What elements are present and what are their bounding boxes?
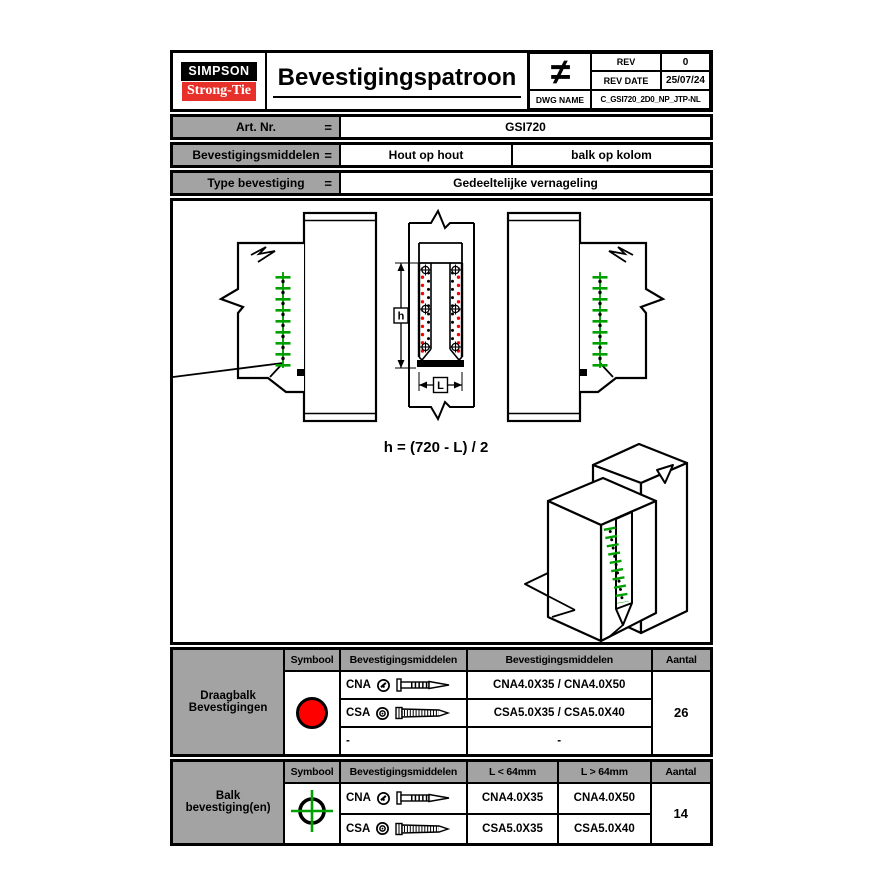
table1-row-csa: CSA: [341, 706, 466, 721]
rev-label: REV: [591, 53, 661, 71]
dwg-name-label: DWG NAME: [529, 90, 591, 109]
bevestiging-value-1: Hout op hout: [341, 145, 513, 165]
table2-row-csa: CSA: [341, 821, 466, 836]
cna-nail-icon: [396, 678, 452, 692]
table1-row-cna: CNA: [341, 678, 466, 693]
bevestiging-value-2: balk op kolom: [571, 148, 652, 162]
table2-csa-long: CSA5.0X40: [558, 814, 650, 845]
equals-sign: =: [324, 175, 332, 191]
cna-nail-icon: [396, 791, 452, 805]
title-block: [170, 50, 713, 112]
table1-header-fastener: Bevestigingsmiddelen: [340, 649, 467, 672]
artnr-label-cell: [173, 117, 341, 137]
table2-count: 14: [651, 783, 712, 845]
dimension-l: [419, 372, 462, 393]
table2-cna-short: CNA4.0X35: [467, 783, 558, 814]
csa-screw-icon: [395, 706, 451, 720]
red-circle-symbol: [296, 697, 328, 729]
dimension-h: [394, 263, 418, 368]
drawing-sheet: [170, 50, 713, 846]
table1-header-symbool: Symbool: [284, 649, 340, 672]
table2-row-label: Balk bevestiging(en): [172, 760, 285, 845]
svg-text:h: h: [397, 310, 405, 323]
type-bevestiging-label-cell: [173, 173, 341, 193]
svg-text:L: L: [437, 380, 444, 392]
bevestigingsmiddelen-label: Bevestigingsmiddelen: [192, 148, 320, 162]
table2-header-aantal: Aantal: [651, 760, 712, 783]
table1-row-label: Draagbalk Bevestigingen: [172, 649, 285, 756]
info-row-artnr: [170, 114, 713, 140]
table1-header-aantal: Aantal: [652, 649, 712, 672]
info-row-type: [170, 170, 713, 196]
table2-symbol-cell: [284, 783, 340, 845]
equals-sign: =: [324, 119, 332, 135]
table2-csa-short: CSA5.0X35: [467, 814, 558, 845]
cna-head-icon: [376, 678, 391, 693]
table1-header-spec: Bevestigingsmiddelen: [467, 649, 652, 672]
info-row-bevestigingsmiddelen: [170, 142, 713, 168]
revision-block: [529, 53, 710, 109]
table1-spec-dash: -: [467, 727, 652, 755]
formula-text: h = (720 - L) / 2: [383, 439, 489, 456]
table1-symbol-cell: [284, 671, 340, 755]
csa-head-icon: [375, 706, 390, 721]
balk-fastener-table: [170, 759, 713, 847]
technical-drawing-area: [170, 198, 713, 645]
dwg-name-value: C_GSI720_2D0_NP_JTP-NL: [591, 90, 710, 109]
page-title: Bevestigingspatroon: [273, 64, 522, 98]
isometric-view: [525, 444, 687, 641]
draagbalk-fastener-table: [170, 647, 713, 757]
simpson-strongtie-logo: [173, 53, 267, 109]
rev-date-label: REV DATE: [591, 71, 661, 90]
table2-header-short: L < 64mm: [467, 760, 558, 783]
type-bevestiging-label: Type bevestiging: [207, 176, 305, 190]
csa-head-icon: [375, 821, 390, 836]
logo-simpson: SIMPSON: [181, 62, 256, 81]
front-view-hanger: [394, 211, 474, 419]
side-view-left: [173, 213, 376, 421]
rev-value: 0: [661, 53, 710, 71]
equals-sign: =: [324, 147, 332, 163]
table2-header-symbool: Symbool: [284, 760, 340, 783]
csa-screw-icon: [395, 822, 451, 836]
table1-count: 26: [652, 671, 712, 755]
green-crosshair-symbol: [289, 788, 335, 834]
table1-spec-cna: CNA4.0X35 / CNA4.0X50: [467, 671, 652, 699]
type-bevestiging-value: Gedeeltelijke vernageling: [453, 176, 598, 190]
technical-drawing: [173, 201, 710, 642]
table2-header-fastener: Bevestigingsmiddelen: [340, 760, 467, 783]
table1-row-dash: -: [345, 734, 350, 747]
bevestigingsmiddelen-label-cell: [173, 145, 341, 165]
title-cell: [267, 53, 529, 109]
not-equal-icon: ≠: [529, 53, 591, 90]
table2-cna-long: CNA4.0X50: [558, 783, 650, 814]
rev-date-value: 25/07/24: [661, 71, 710, 90]
artnr-value: GSI720: [505, 120, 546, 134]
cna-head-icon: [376, 791, 391, 806]
logo-strongtie: Strong-Tie: [182, 82, 256, 101]
table2-header-long: L > 64mm: [558, 760, 650, 783]
table2-row-cna: CNA: [341, 791, 466, 806]
artnr-label: Art. Nr.: [235, 120, 276, 134]
table1-spec-csa: CSA5.0X35 / CSA5.0X40: [467, 699, 652, 727]
side-view-right: [508, 213, 663, 421]
